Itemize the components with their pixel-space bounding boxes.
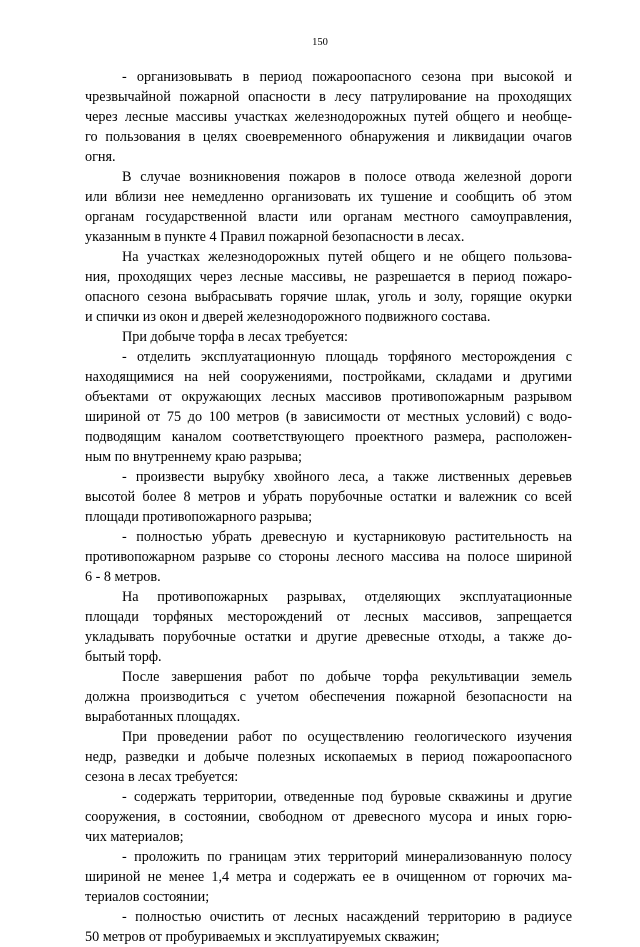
text-line: указанным в пункте 4 Правил пожарной безопасности в лесах. — [85, 229, 465, 245]
text-line: должна производиться с учетом обеспечения пожарной безопасности на — [85, 689, 572, 705]
text-line: - отделить эксплуатационную площадь торфяного месторождения с — [122, 349, 572, 365]
text-line: высотой более 8 метров и убрать порубочные остатки и валежник со всей — [85, 489, 572, 505]
text-line: шириной не менее 1,4 метра и содержать ее в очищенном от горючих ма- — [85, 869, 572, 885]
text-line: - организовывать в период пожароопасного сезона при высокой и — [122, 69, 572, 85]
text-line: чих материалов; — [85, 829, 184, 845]
text-line: 50 метров от пробуриваемых и эксплуатируемых скважин; — [85, 929, 440, 945]
page-number: 150 — [312, 37, 328, 48]
text-line: чрезвычайной пожарной опасности в лесу патрулирование на проходящих — [85, 89, 572, 105]
text-line: сезона в лесах требуется: — [85, 769, 239, 785]
text-line: сооружения, в состоянии, свободном от древесного мусора и иных горю- — [85, 809, 572, 825]
text-line: или вблизи нее немедленно организовать их тушение и сообщить об этом — [85, 189, 572, 205]
text-line: находящимися на ней сооружениями, постройками, складами и другими — [85, 369, 572, 385]
text-line: - полностью очистить от лесных насаждений территорию в радиусе — [122, 909, 572, 925]
body-text — [85, 67, 572, 947]
text-line: - произвести вырубку хвойного леса, а также лиственных деревьев — [122, 469, 572, 485]
text-line: через лесные массивы участках железнодорожных путей общего и необще- — [85, 109, 572, 125]
text-line: При проведении работ по осуществлению геологического изучения — [122, 729, 572, 745]
text-line: подводящим каналом соответствующего проектного размера, расположен- — [85, 429, 572, 445]
text-line: териалов состоянии; — [85, 889, 210, 905]
text-line: площади торфяных месторождений от лесных массивов, запрещается — [85, 609, 572, 625]
text-line: - содержать территории, отведенные под буровые скважины и другие — [122, 789, 572, 805]
text-line: недр, разведки и добыче полезных ископаемых в период пожароопасного — [85, 749, 572, 765]
text-line: На противопожарных разрывах, отделяющих эксплуатационные — [122, 589, 572, 605]
text-line: выработанных площадях. — [85, 709, 241, 725]
text-line: противопожарном разрыве со стороны лесного массива на полосе шириной — [85, 549, 572, 565]
text-line: и спички из окон и дверей железнодорожного подвижного состава. — [85, 309, 491, 325]
text-line: объектами от окружающих лесных массивов противопожарным разрывом — [85, 389, 572, 405]
text-line: го пользования в целях своевременного обнаружения и ликвидации очагов — [85, 129, 572, 145]
text-line: - проложить по границам этих территорий минерализованную полосу — [122, 849, 572, 865]
text-line: шириной от 75 до 100 метров (в зависимости от местных условий) с водо- — [85, 409, 572, 425]
text-line: площади противопожарного разрыва; — [85, 509, 313, 525]
text-line: органам государственной власти или органам местного самоуправления, — [85, 209, 572, 225]
text-line: На участках железнодорожных путей общего и не общего пользова- — [122, 249, 572, 265]
text-line: укладывать порубочные остатки и другие древесные отходы, а также до- — [85, 629, 572, 645]
text-line: При добыче торфа в лесах требуется: — [122, 329, 348, 345]
text-line: опасного сезона выбрасывать горячие шлак, уголь и золу, горящие окурки — [85, 289, 572, 305]
text-line: бытый торф. — [85, 649, 162, 665]
text-line: ния, проходящих через лесные массивы, не разрешается в период пожаро- — [85, 269, 572, 285]
text-line: В случае возникновения пожаров в полосе отвода железной дороги — [122, 169, 572, 185]
text-line: ным по внутреннему краю разрыва; — [85, 449, 302, 465]
text-line: 6 - 8 метров. — [85, 569, 161, 585]
text-line: - полностью убрать древесную и кустарниковую растительность на — [122, 529, 572, 545]
text-line: После завершения работ по добыче торфа рекультивации земель — [122, 669, 572, 685]
text-line: огня. — [85, 149, 116, 165]
